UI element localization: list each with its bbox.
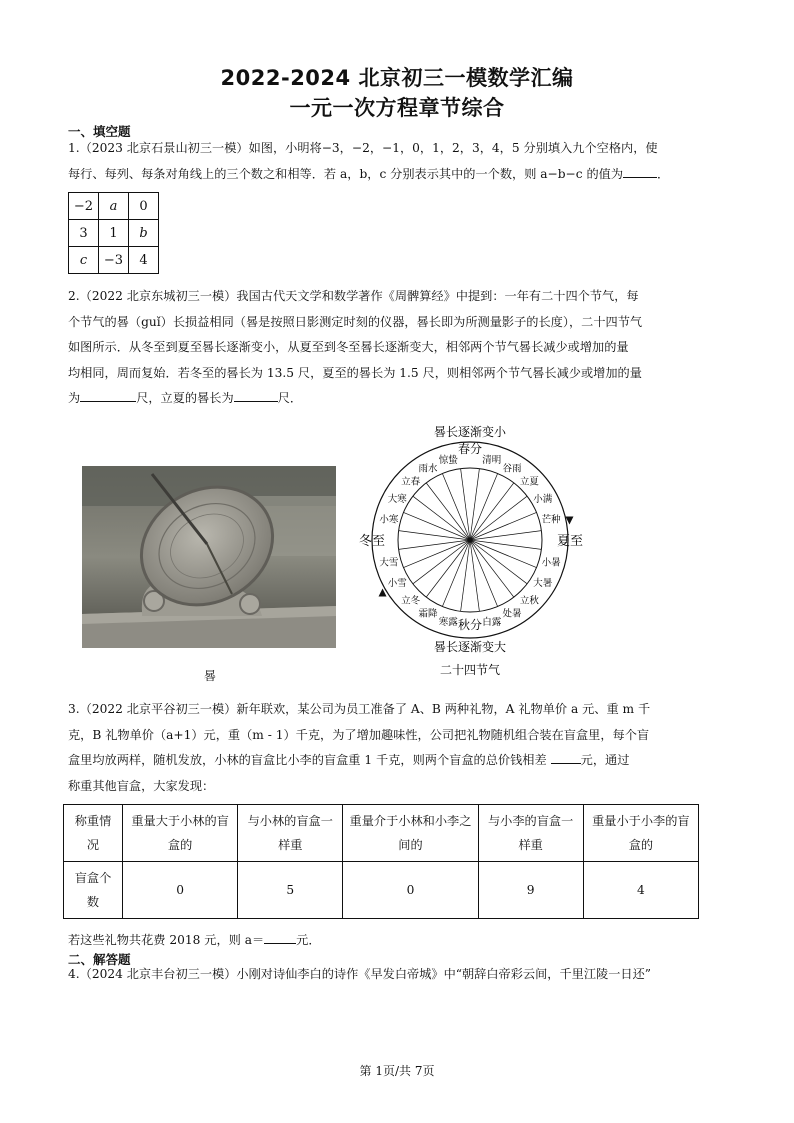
wheel-bottom-label: 晷长逐渐变大: [433, 640, 507, 654]
q3-line3-text: 盒里均放两样，随机发放，小林的盲盒比小李的盲盒重 1 千克，则两个盲盒的总价钱相差: [68, 753, 547, 767]
table-cell: 5: [238, 862, 343, 919]
sundial-image: [82, 466, 336, 648]
q3-after-table: [68, 928, 698, 954]
wheel-term-label: 雨水: [418, 463, 438, 475]
wheel-spring-label: 春分: [457, 442, 483, 456]
grid-cell: 4: [129, 247, 159, 274]
wheel-winter-label: 冬至: [358, 534, 386, 549]
answer-blank: [234, 387, 278, 402]
grid-cell: 0: [129, 193, 159, 220]
q2-line5-suffix: 尺．: [277, 391, 303, 405]
wheel-term-label: 大雪: [379, 557, 399, 569]
wheel-term-label: 小暑: [541, 557, 561, 569]
grid-cell: 1: [99, 220, 129, 247]
wheel-term-label: 处暑: [502, 608, 522, 620]
q2-line4: 均相同，周而复始．若冬至的晷长为 13.5 尺，夏至的晷长为 1.5 尺，则相邻两个节气晷长减少或增加的量: [68, 365, 642, 380]
q1-line2: [68, 162, 698, 188]
wheel-term-label: 霜降: [418, 608, 438, 620]
sundial-photo: [82, 466, 336, 648]
q2-line5-prefix: 为: [68, 391, 81, 405]
doc-title: 2022-2024 北京初三一模数学汇编: [220, 66, 574, 90]
table-header-cell: 重量介于小林和小李之间的: [343, 805, 478, 862]
wheel-term-label: 小寒: [379, 514, 399, 526]
sundial-caption: 晷: [204, 669, 217, 683]
wheel-autumn-label: 秋分: [457, 618, 483, 632]
wheel-term-label: 大寒: [387, 494, 407, 505]
wheel-term-label: 小满: [533, 494, 553, 505]
answer-blank: [264, 929, 296, 944]
q3-line4: 称重其他盲盒，大家发现：: [68, 778, 215, 793]
doc-subtitle: 一元一次方程章节综合: [289, 96, 505, 120]
wheel-term-label: 清明: [482, 454, 502, 466]
q2-line2: 个节气的晷（guǐ）长损益相同（晷是按照日影测定时刻的仪器，晷长即为所测量影子的长度），二十四节气: [68, 314, 643, 329]
table-header-cell: 重量小于小李的盲盒的: [583, 805, 698, 862]
grid-cell: c: [69, 247, 99, 274]
table-header-cell: 与小李的盲盒一样重: [478, 805, 583, 862]
wheel-term-label: 芒种: [541, 514, 561, 526]
table-header-row: [64, 805, 699, 862]
q3-line2: 克，B 礼物单价（a+1）元，重（m - 1）千克，为了增加趣味性，公司把礼物随机组合装在盲盒里，每个盲: [68, 727, 650, 742]
table-row: [64, 862, 699, 919]
page-footer: 第 1页/共 7页: [359, 1064, 435, 1078]
question-1: [68, 136, 698, 187]
wheel-term-label: 白露: [482, 617, 502, 629]
weight-table: [63, 804, 699, 919]
grid-cell: b: [129, 220, 159, 247]
q4-line1: 4.（2024 北京丰台初三一模）小刚对诗仙李白的诗作《早发白帝城》中“朝辞白帝彩云间，千里江陵一日还”: [68, 967, 652, 981]
solar-terms-diagram: [352, 422, 602, 680]
q3-line3: [68, 748, 698, 774]
wheel-center-dot: [468, 538, 473, 543]
wheel-caption: 二十四节气: [439, 663, 501, 677]
q1-period: ．: [657, 166, 670, 181]
table-header-cell: 与小林的盲盒一样重: [238, 805, 343, 862]
question-3: [68, 697, 698, 799]
q3-after-text: 若这些礼物共花费 2018 元，则 a＝: [68, 933, 265, 947]
magic-square-grid: [68, 192, 159, 274]
grid-row: [69, 247, 159, 274]
wheel-top-label: 晷长逐渐变小: [433, 425, 507, 439]
table-cell: 0: [123, 862, 238, 919]
q2-line5-middle: 尺，立夏的晷长为: [136, 391, 234, 405]
grid-cell: 3: [69, 220, 99, 247]
q2-line5: [68, 386, 698, 412]
q2-line3: 如图所示．从冬至到夏至晷长逐渐变小，从夏至到冬至晷长逐渐变大，相邻两个节气晷长减少或增加的量: [68, 340, 629, 354]
wheel-term-label: 大暑: [533, 578, 553, 589]
answer-blank: [80, 387, 136, 402]
grid-cell: −2: [69, 193, 99, 220]
grid-cell: −3: [99, 247, 129, 274]
table-cell: 9: [478, 862, 583, 919]
wheel-term-label: 谷雨: [502, 463, 522, 475]
answer-blank: [623, 163, 657, 178]
q1-line2-text: 每行、每列、每条对角线上的三个数之和相等．若 a，b，c 分别表示其中的一个数，则 a−b−c 的值为: [68, 166, 624, 181]
wheel-term-label: 立春: [401, 476, 421, 488]
wheel-term-label: 寒露: [438, 617, 458, 629]
wheel-summer-label: 夏至: [556, 534, 584, 549]
grid-cell: a: [99, 193, 129, 220]
table-header-cell: 重量大于小林的盲盒的: [123, 805, 238, 862]
q1-line1: 1.（2023 北京石景山初三一模）如图，小明将−3，−2，−1，0，1，2，3，4，5 分别填入九个空格内，使: [68, 141, 658, 155]
table-cell: 0: [343, 862, 478, 919]
wheel-term-label: 小雪: [387, 578, 407, 589]
q3-after-line: [68, 928, 698, 954]
q3-after-suffix: 元．: [296, 933, 321, 947]
question-4: [68, 962, 698, 988]
q2-line1: 2.（2022 北京东城初三一模）我国古代天文学和数学著作《周髀算经》中提到：一年有二十四个节气，每: [68, 289, 639, 303]
answer-blank: [551, 749, 581, 764]
table-header-cell: 称重情况: [64, 805, 123, 862]
wheel-term-label: 立冬: [401, 595, 421, 607]
section-solve: 二、解答题: [68, 952, 131, 967]
q3-line1: 3.（2022 北京平谷初三一模）新年联欢，某公司为员工准备了 A、B 两种礼物，A 礼物单价 a 元、重 m 千: [68, 702, 651, 716]
table-cell: 4: [583, 862, 698, 919]
section-fill-blank: 一、填空题: [68, 124, 131, 139]
q3-line3-suffix: 元，通过: [580, 753, 630, 767]
table-cell: 盲盒个数: [64, 862, 123, 919]
grid-row: [69, 193, 159, 220]
question-2: [68, 284, 698, 412]
solar-terms-wheel: [352, 422, 602, 680]
wheel-term-label: 惊蛰: [438, 454, 458, 466]
wheel-term-label: 立秋: [519, 595, 539, 607]
grid-row: [69, 220, 159, 247]
wheel-term-label: 立夏: [519, 476, 539, 488]
